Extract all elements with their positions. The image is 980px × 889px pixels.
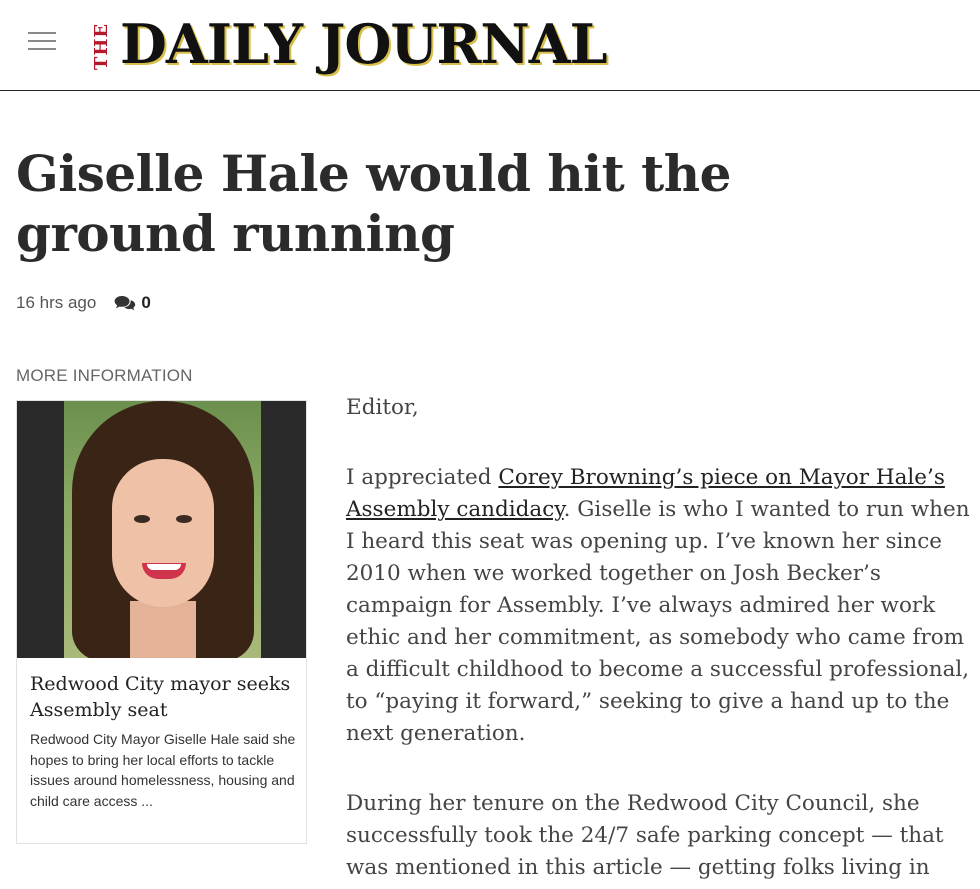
comments-link[interactable] (114, 293, 150, 313)
corey-browning-article-link[interactable]: Corey Browning’s piece on Mayor Hale’s Assembly candidacy (346, 465, 945, 522)
site-logo[interactable] (91, 12, 607, 82)
body-paragraph: I appreciated Corey Browning’s piece on Mayor Hale’s Assembly candidacy. Giselle is who I wanted to run when I heard this seat was opening up. I’ve known her since 2010 when we worked together on Josh Becker’s campaign for Assembly. I’ve always admired her work ethic and her commitment, as somebody who came from a difficult childhood to become a successful professional, to “paying it forward,” seeking to give a hand up to the next generation. (346, 465, 970, 746)
related-article-card[interactable] (16, 400, 307, 844)
salutation: Editor, (346, 395, 419, 420)
logo-title: DAILY JOURNAL (120, 12, 607, 76)
hamburger-menu-icon[interactable] (28, 32, 58, 52)
comments-icon (114, 295, 136, 311)
article-meta (16, 292, 151, 314)
article-body (346, 392, 976, 889)
related-article-photo[interactable] (17, 401, 306, 658)
related-article-title[interactable]: Redwood City mayor seeks Assembly seat (30, 673, 291, 721)
site-header (0, 0, 980, 91)
body-paragraph: During her tenure on the Redwood City Council, she successfully took the 24/7 safe parking concept — that was mentioned in this article — getting folks living in (346, 791, 944, 880)
logo-the: THE (91, 22, 113, 71)
comment-count: 0 (141, 293, 151, 312)
article-headline: Giselle Hale would hit the ground running (16, 144, 731, 263)
publish-time: 16 hrs ago (16, 293, 97, 312)
related-article-summary: Redwood City Mayor Giselle Hale said she hopes to bring her local efforts to tackle issues around homelessness, housing and child care access ... (30, 731, 296, 809)
more-information-label: MORE INFORMATION (16, 366, 193, 385)
